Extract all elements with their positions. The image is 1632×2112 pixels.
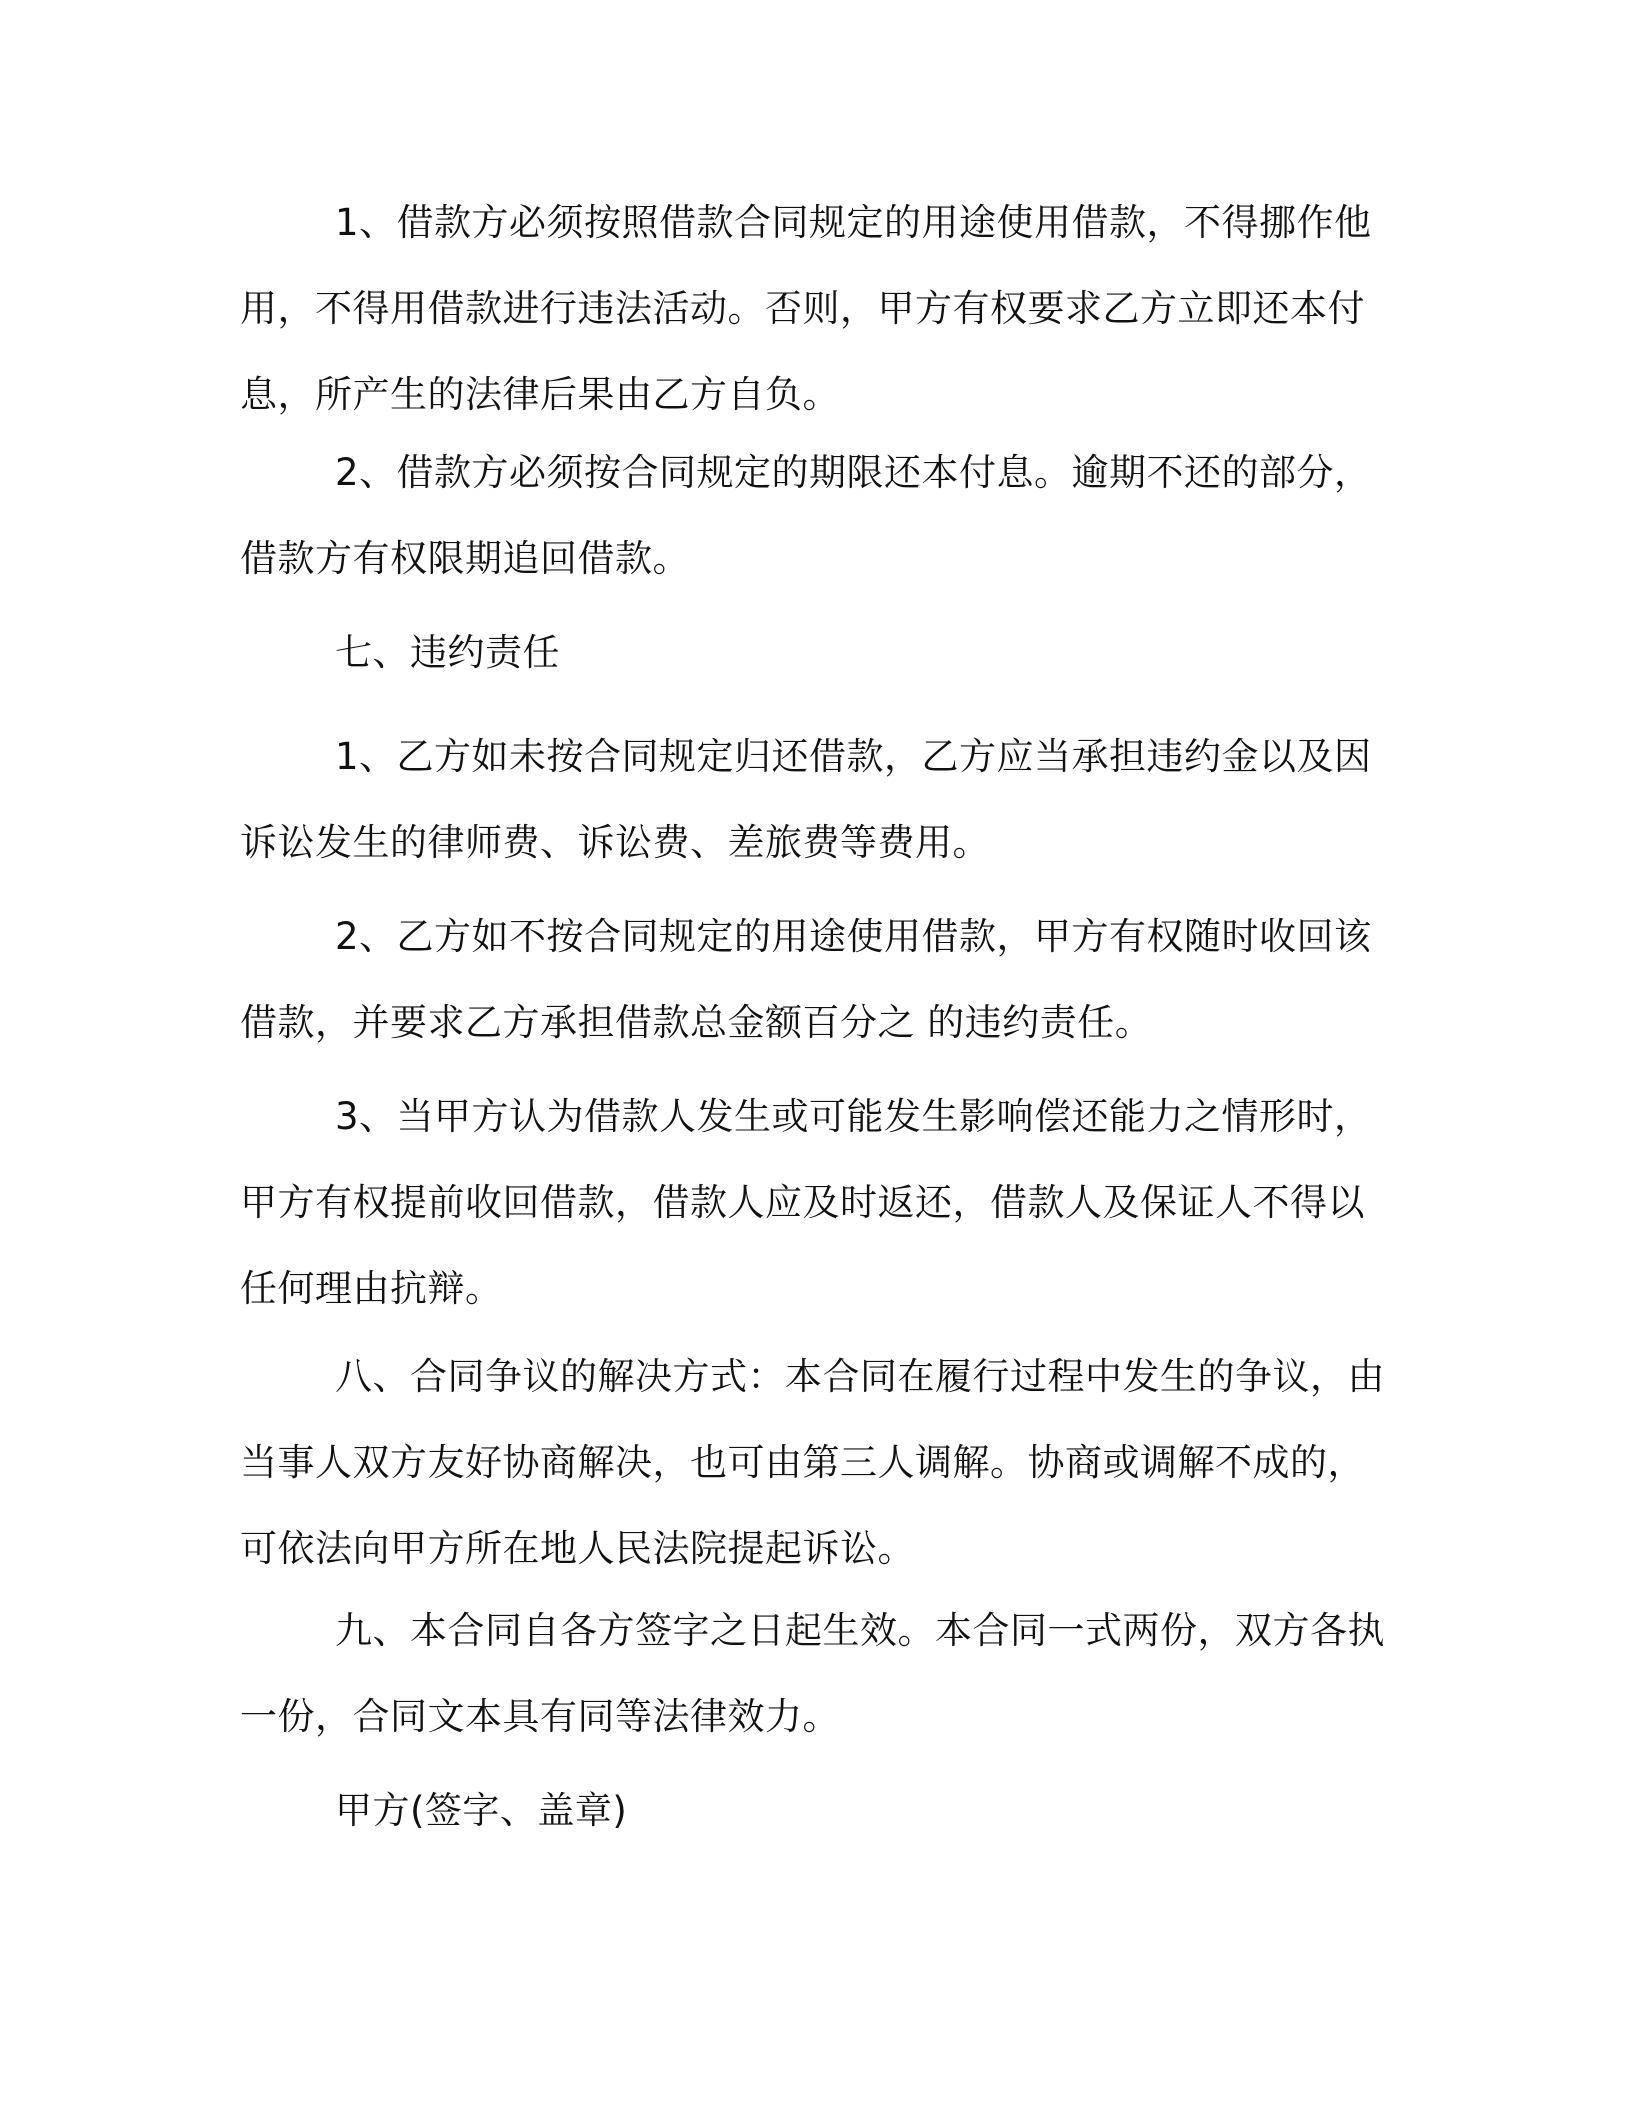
paragraph-line: 甲方有权提前收回借款，借款人应及时返还，借款人及保证人不得以	[240, 1181, 1365, 1224]
paragraph-line: 借款方有权限期追回借款。	[240, 537, 690, 580]
paragraph-line: 当事人双方友好协商解决，也可由第三人调解。协商或调解不成的，	[240, 1441, 1365, 1484]
paragraph-1	[240, 180, 1380, 438]
section-9-effectiveness	[240, 1588, 1385, 1760]
section-8-dispute-resolution	[240, 1334, 1385, 1592]
section-heading-7: 七、违约责任	[335, 631, 560, 674]
paragraph-line: 息，所产生的法律后果由乙方自负。	[240, 373, 840, 416]
paragraph-line: 八、合同争议的解决方式：本合同在履行过程中发生的争议，由	[335, 1355, 1385, 1398]
paragraph-line: 2、乙方如不按合同规定的用途使用借款，甲方有权随时收回该	[335, 915, 1372, 958]
paragraph-line: 九、本合同自各方签字之日起生效。本合同一式两份，双方各执	[335, 1609, 1385, 1652]
paragraph-line: 1、借款方必须按照借款合同规定的用途使用借款，不得挪作他	[335, 201, 1372, 244]
paragraph-line: 诉讼发生的律师费、诉讼费、差旅费等费用。	[240, 821, 990, 864]
clause-7-2	[240, 894, 1380, 1066]
paragraph-line: 借款，并要求乙方承担借款总金额百分之 的违约责任。	[240, 1001, 1153, 1044]
paragraph-line: 用，不得用借款进行违法活动。否则，甲方有权要求乙方立即还本付	[240, 287, 1365, 330]
paragraph-line: 2、借款方必须按合同规定的期限还本付息。逾期不还的部分，	[335, 451, 1372, 494]
paragraph-line: 3、当甲方认为借款人发生或可能发生影响偿还能力之情形时，	[335, 1095, 1372, 1138]
clause-7-1	[240, 714, 1380, 886]
party-a-signature-label: 甲方(签字、盖章)	[335, 1789, 628, 1832]
paragraph-line: 1、乙方如未按合同规定归还借款，乙方应当承担违约金以及因	[335, 735, 1372, 778]
paragraph-2	[240, 430, 1380, 602]
paragraph-line: 一份，合同文本具有同等法律效力。	[240, 1695, 840, 1738]
paragraph-line: 任何理由抗辩。	[240, 1267, 503, 1310]
paragraph-line: 可依法向甲方所在地人民法院提起诉讼。	[240, 1527, 915, 1570]
clause-7-3	[240, 1074, 1380, 1332]
